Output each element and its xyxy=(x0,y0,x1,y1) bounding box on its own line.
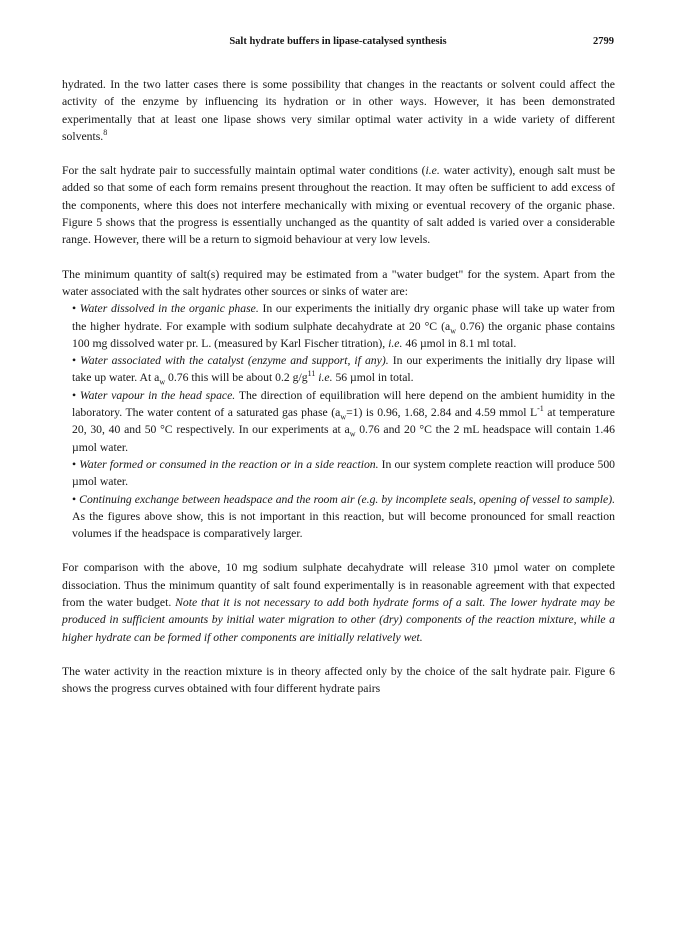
paragraph-2-text-a: For the salt hydrate pair to successfully maintain optimal water conditions ( xyxy=(62,164,426,178)
bullet-icon: • xyxy=(72,457,77,471)
superscript-minus-one: -1 xyxy=(537,404,544,414)
bullet-text-a: In our experiments the initially dry organic phase will take up water from the higher hydrate. For example with sodium sulphate decahydrate at 20 °C (a xyxy=(72,302,616,333)
bullet-text-a: The direction of equilibration will here depend on the ambient humidity in the laboratory. The water content of a saturated gas phase (a xyxy=(72,388,615,420)
bullet-icon: • xyxy=(72,302,77,316)
running-title: Salt hydrate buffers in lipase-catalysed synthesis xyxy=(229,36,447,47)
paragraph-5 xyxy=(62,663,615,698)
bullet-icon: • xyxy=(72,492,77,506)
paragraph-2 xyxy=(62,162,615,248)
bullet-item-exchange xyxy=(62,491,615,543)
bullet-text-c: 56 µmol in total. xyxy=(332,371,414,385)
ie-abbrev: i.e. xyxy=(388,336,403,350)
bullet-icon: • xyxy=(72,354,77,368)
bullet-text-a: In our system complete reaction will produce 500 µmol water. xyxy=(72,457,616,489)
bullet-text-c: at temperature 20, 30, 40 and 50 °C respectively. In our experiments at a xyxy=(72,406,615,437)
subscript-w: w xyxy=(450,325,456,335)
bullet-text-b: =1) is 0.96, 1.68, 2.84 and 4.59 mmol L xyxy=(346,406,538,420)
paragraph-2-text-b: water activity), enough salt must be added so that some of each form remains present throughout the reaction. It may often be sufficient to add excess of the components, where this does not interfere mechanically with mixing or eventual recovery of the organic phase. Figure 5 shows that the progress is essentially unchanged as the quantity of salt added is varied over a considerable range. However, there will be a return to sigmoid behaviour at very low levels. xyxy=(62,164,616,247)
subscript-w: w xyxy=(349,429,356,439)
bullet-icon: • xyxy=(72,388,77,402)
bullet-text-a: As the figures above show, this is not important in this reaction, but will become pronounced for small reaction volumes if the headspace is comparatively larger. xyxy=(72,509,615,541)
bullet-text-b: 0.76) the organic phase contains 100 mg dissolved water pr. L. (measured by Karl Fischer titration), xyxy=(72,319,615,350)
bullet-item-reaction xyxy=(62,456,615,491)
bullet-lead: Water vapour in the head space. xyxy=(79,388,236,402)
bullet-text-a: In our experiments the initially dry lipase will take up water. At a xyxy=(72,354,615,385)
page-number: 2799 xyxy=(593,36,614,47)
subscript-w: w xyxy=(159,377,166,387)
paragraph-4 xyxy=(62,559,615,645)
paragraph-3 xyxy=(62,266,615,301)
bullet-lead: Water formed or consumed in the reaction or in a side reaction. xyxy=(79,457,379,471)
running-header xyxy=(62,36,614,52)
paragraph-1-text: hydrated. In the two latter cases there is some possibility that changes in the reactants or solvent could affect the activity of the enzyme by influencing its hydration or in other ways. However, it has been demonstrated experimentally that at least one lipase shows very similar optimal water activity in a wide variety of different solvents. xyxy=(62,78,615,143)
bullet-item-dissolved xyxy=(62,300,615,352)
bullet-text-c: 46 µmol in 8.1 ml total. xyxy=(402,336,517,350)
paragraph-4-text: For comparison with the above, 10 mg sodium sulphate decahydrate will release 310 µmol water on complete dissociation. Thus the minimum quantity of salt found experimentally is in reasonable agreement with that expected from the water budget. xyxy=(62,561,615,610)
paragraph-1 xyxy=(62,76,615,145)
citation-ref: 8 xyxy=(103,128,108,137)
citation-ref: 11 xyxy=(307,369,316,379)
paragraph-3-text: The minimum quantity of salt(s) required may be estimated from a "water budget" for the system. Apart from the water associated with the salt hydrates other sources or sinks of water are: xyxy=(62,267,615,298)
ie-abbrev: i.e. xyxy=(425,164,440,178)
bullet-item-headspace xyxy=(62,387,615,456)
paragraph-4-italic: Note that it is not necessary to add both hydrate forms of a salt. The lower hydrate may be produced in sufficient amounts by initial water migration to other (dry) components of the reaction mixture, while a higher hydrate can be formed if other components are initially relatively wet. xyxy=(62,596,615,644)
bullet-item-catalyst xyxy=(62,352,615,387)
bullet-text-d: 0.76 and 20 °C the 2 mL headspace will contain 1.46 µmol water. xyxy=(72,423,615,454)
bullet-lead: Continuing exchange between headspace and the room air (e.g. by incomplete seals, opening of vessel to sample). xyxy=(79,492,616,506)
bullet-lead: Water dissolved in the organic phase. xyxy=(79,302,259,316)
subscript-w: w xyxy=(340,412,347,422)
body-text xyxy=(62,76,615,715)
ie-abbrev: i.e. xyxy=(318,371,333,385)
bullet-text-b: 0.76 this will be about 0.2 g/g xyxy=(165,371,308,385)
paragraph-5-text: The water activity in the reaction mixture is in theory affected only by the choice of the salt hydrate pair. Figure 6 shows the progress curves obtained with four different hydrate pairs xyxy=(62,664,615,696)
bullet-lead: Water associated with the catalyst (enzyme and support, if any). xyxy=(80,354,389,368)
